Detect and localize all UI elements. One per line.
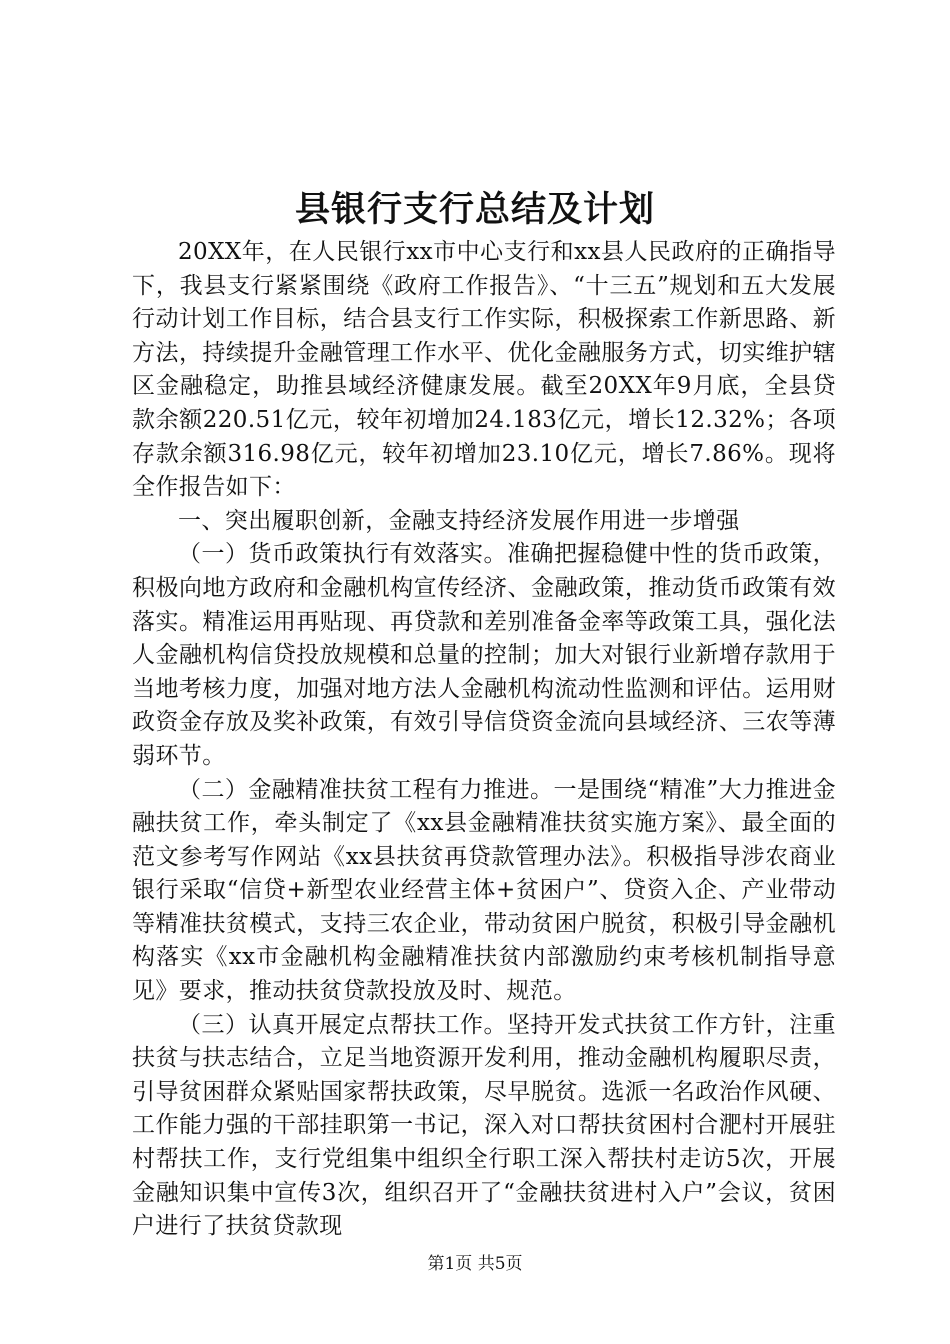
paragraph-intro: 20XX年，在人民银行xx市中心支行和xx县人民政府的正确指导下，我县支行紧紧围绕《政府工作报告》、“十三五”规划和五大发展行动计划工作目标，结合县支行工作实际，积极探索工作新思路、新方法，持续提升金融管理工作水平、优化金融服务方式，切实维护辖区金融稳定，助推县域经济健康发展。截至20XX年9月底，全县贷款余额220.51亿元，较年初增加24.183亿元，增长12.32%；各项存款余额316.98亿元，较年初增加23.10亿元，增长7.86%。现将全作报告如下： xyxy=(132,239,836,501)
page-footer: 第1页 共5页 xyxy=(427,1254,523,1274)
paragraph-poverty-alleviation: （二）金融精准扶贫工程有力推进。一是围绕“精准”大力推进金融扶贫工作，牵头制定了《xx县金融精准扶贫实施方案》、最全面的范文参考写作网站《xx县扶贫再贷款管理办法》。积极指导涉农商业银行采取“信贷+新型农业经营主体+贫困户”、贷资入企、产业带动等精准扶贫模式，支持三农企业，带动贫困户脱贫，积极引导金融机构落实《xx市金融机构金融精准扶贫内部激励约束考核机制指导意见》要求，推动扶贫贷款投放及时、规范。 xyxy=(132,776,836,1005)
document-body xyxy=(132,236,836,1244)
paragraph-targeted-assistance: （三）认真开展定点帮扶工作。坚持开发式扶贫工作方针，注重扶贫与扶志结合，立足当地资源开发利用，推动金融机构履职尽责，引导贫困群众紧贴国家帮扶政策，尽早脱贫。选派一名政治作风硬、工作能力强的干部挂职第一书记，深入对口帮扶贫困村合淝村开展驻村帮扶工作，支行党组集中组织全行职工深入帮扶村走访5次，开展金融知识集中宣传3次，组织召开了“金融扶贫进村入户”会议，贫困户进行了扶贫贷款现 xyxy=(132,1011,836,1240)
paragraph-monetary-policy: （一）货币政策执行有效落实。准确把握稳健中性的货币政策，积极向地方政府和金融机构宣传经济、金融政策，推动货币政策有效落实。精准运用再贴现、再贷款和差别准备金率等政策工具，强化法人金融机构信贷投放规模和总量的控制；加大对银行业新增存款用于当地考核力度，加强对地方法人金融机构流动性监测和评估。运用财政资金存放及奖补政策，有效引导信贷资金流向县域经济、三农等薄弱环节。 xyxy=(132,541,836,769)
document-title: 县银行支行总结及计划 xyxy=(294,189,655,230)
section-heading-1: 一、突出履职创新，金融支持经济发展作用进一步增强 xyxy=(178,507,740,534)
